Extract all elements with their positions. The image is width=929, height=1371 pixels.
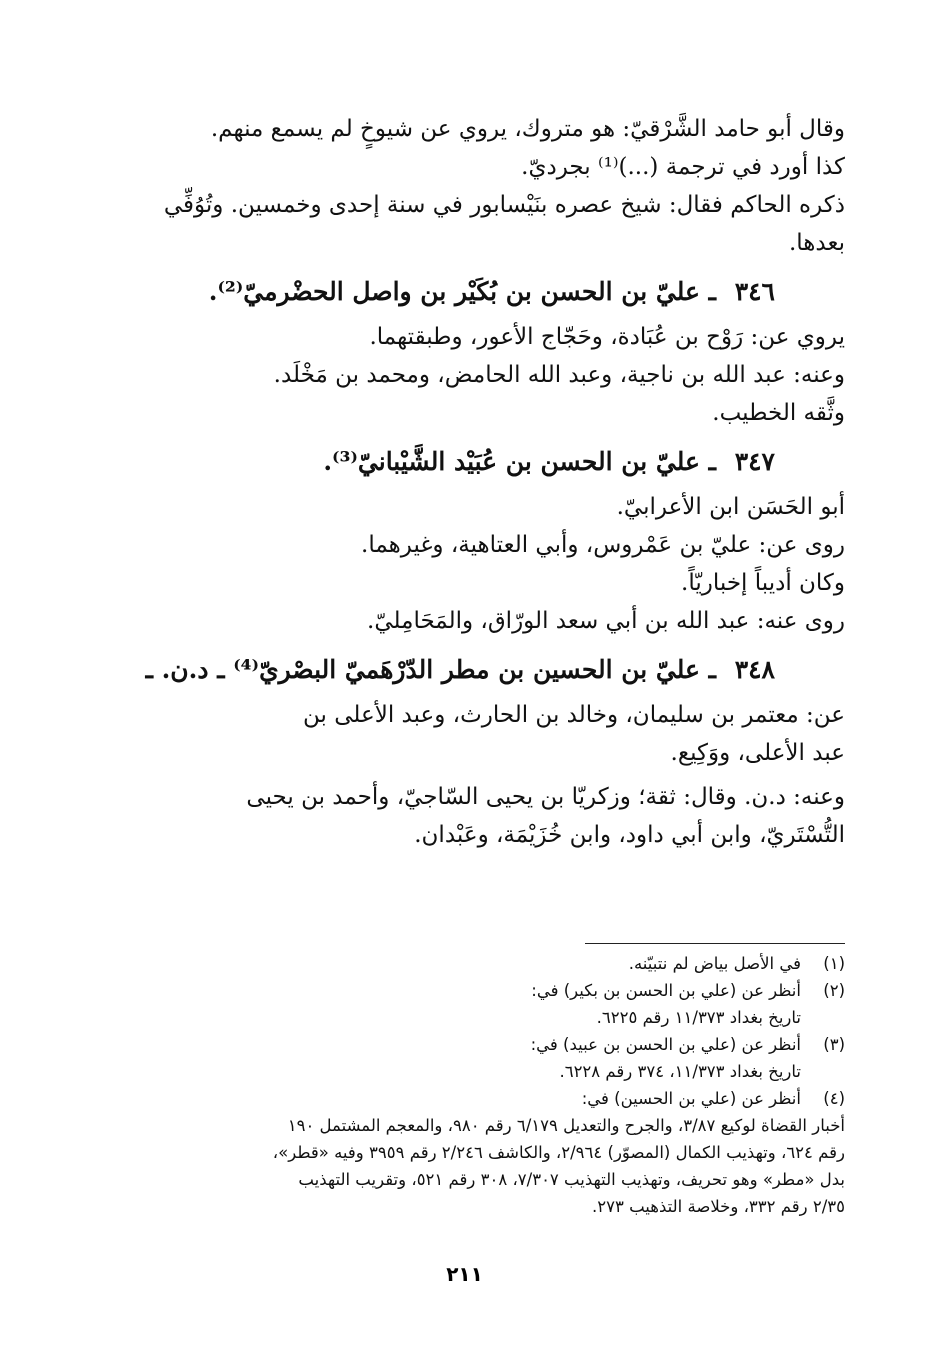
footnote-line: أنظر عن (علي بن الحسن بن بكير) في:	[531, 981, 801, 1000]
footnote-line: رقم ٦٢٤، وتهذيب الكمال (المصوّر) ٢/٩٦٤، والكاشف ٢/٢٤٦ رقم ٣٩٥٩ وفيه «قطر»،	[272, 1143, 845, 1162]
footnote-body	[84, 1031, 801, 1085]
footnote-line: تاريخ بغداد ١١/٣٧٣ رقم ٦٢٢٥.	[596, 1008, 801, 1027]
text-line: بعدها.	[788, 230, 845, 256]
footnote-line: في الأصل بياض لم نتبيّنه.	[628, 954, 801, 973]
entry-title: ـ عليّ بن الحسن بن بُكَيْر بن واصل الحضْرميّ⁽²⁾.	[208, 277, 716, 306]
footnote-number: (١)	[823, 954, 845, 973]
footnote-line: ٢/٣٥ رقم ٣٣٢، وخلاصة التذهيب ٢٧٣.	[592, 1197, 845, 1216]
footnote-body	[84, 950, 801, 977]
text-line: عن: معتمر بن سليمان، وخالد بن الحارث، وعبد الأعلى بن	[302, 702, 845, 728]
entry-346	[84, 270, 845, 432]
entry-heading	[84, 648, 845, 692]
footnote-line: أنظر عن (علي بن الحسين) في:	[581, 1089, 801, 1108]
footnote-number: (٣)	[823, 1035, 845, 1054]
entry-348	[84, 648, 845, 854]
text-line: عبد الأعلى، ووَكِيع.	[670, 740, 845, 766]
entry-heading	[84, 440, 845, 484]
text-line: أبو الحَسَن ابن الأعرابيّ.	[616, 494, 845, 520]
entry-heading	[84, 270, 845, 314]
text-line: التُّسْتَريّ، وابن أبي داود، وابن خُزَيْمَة، وعَبْدان.	[414, 822, 845, 848]
footnotes	[84, 950, 845, 1220]
text-line: ذكره الحاكم فقال: شيخ عصره بنَيْسابور في سنة إحدى وخمسين. وتُوُفِّي	[163, 192, 845, 218]
text-line: روى عنه: عبد الله بن أبي سعد الورّاق، والمَحَامِليّ.	[367, 608, 845, 634]
entry-347	[84, 440, 845, 640]
footnote-body	[84, 977, 801, 1031]
text-line: وقال أبو حامد الشَّرْقيّ: هو متروك، يروي عن شيوخٍ لم يسمع منهم.	[210, 116, 845, 142]
text-line: وعنه: عبد الله بن ناجية، وعبد الله الحامض، ومحمد بن مَخْلَد.	[273, 362, 845, 388]
entry-number: ٣٤٦	[734, 277, 775, 306]
text-line: وعنه: د.ن. وقال: ثقة؛ وزكريّا بن يحيى السّاجيّ، وأحمد بن يحيى	[246, 784, 845, 810]
footnote-line: أنظر عن (علي بن الحسن بن عبيد) في:	[530, 1035, 801, 1054]
footnote-number: (٢)	[823, 981, 845, 1000]
footnote-line: بدل «مطر» وهو تحريف، وتهذيب التهذيب ٧/٣٠٧، ٣٠٨ رقم ٥٢١، وتقريب التهذيب	[298, 1170, 845, 1189]
footnote-body	[84, 1085, 845, 1220]
footnote-line: أخبار القضاة لوكيع ٣/٨٧، والجرح والتعديل ٦/١٧٩ رقم ٩٨٠، والمعجم المشتمل ١٩٠	[287, 1116, 845, 1135]
text-line: يروي عن: رَوْح بن عُبَادة، وحَجّاج الأعور، وطبقتهما.	[369, 324, 845, 350]
footnote	[84, 977, 845, 1031]
text-line: روى عن: عليّ بن عَمْروس، وأبي العتاهية، وغيرهما.	[361, 532, 845, 558]
footnote	[84, 1085, 845, 1220]
footnote-line: تاريخ بغداد ١١/٣٧٣، ٣٧٤ رقم ٦٢٢٨.	[559, 1062, 801, 1081]
entry-title: ـ عليّ بن الحسين بن مطر الدّرْهَميّ البصْريّ⁽⁴⁾ ـ د.ن. ـ	[145, 655, 716, 684]
footnote	[84, 950, 845, 977]
entry-number: ٣٤٨	[734, 655, 775, 684]
text-line: كذا أورد في ترجمة (...)⁽¹⁾ بجرديّ.	[521, 154, 845, 180]
page-number: ٢١١	[446, 1262, 483, 1286]
text-line: وكان أديباً إخباريّاً.	[681, 570, 845, 596]
footnote	[84, 1031, 845, 1085]
footnote-number: (٤)	[823, 1089, 845, 1108]
footnote-divider	[585, 943, 845, 944]
intro-paragraph	[84, 110, 845, 262]
entry-title: ـ عليّ بن الحسن بن عُبَيْد الشَّيْبانيّ⁽³⁾.	[323, 447, 716, 476]
text-line: وثَّقه الخطيب.	[712, 400, 845, 426]
entry-number: ٣٤٧	[734, 447, 775, 476]
